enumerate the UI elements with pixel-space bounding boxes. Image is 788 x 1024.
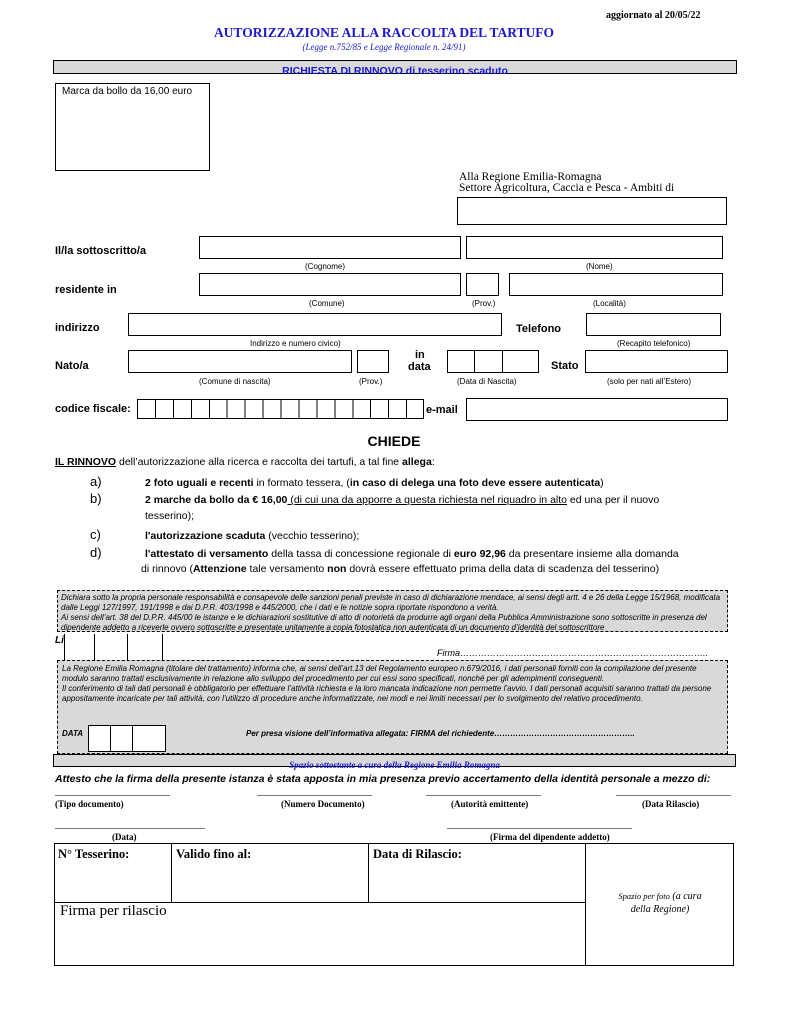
- photo-caption-3: della Regione): [630, 904, 690, 915]
- rilascio-label: Data di Rilascio:: [373, 847, 462, 861]
- item-c-letter: c): [90, 527, 101, 542]
- intro-colon: :: [431, 456, 435, 468]
- telefono-input[interactable]: [586, 313, 721, 336]
- declaration-box: [57, 590, 728, 632]
- item-d-l2e: dovrà essere effettuato prima della data di scadenza del tesserino): [346, 563, 660, 575]
- tesserino-label: N° Tesserino:: [58, 847, 130, 861]
- valido-label: Valido fino al:: [176, 847, 252, 861]
- declaration-signature[interactable]: Firma………………………………………………………………………..: [437, 648, 708, 658]
- item-b-text: [145, 494, 659, 506]
- section-banner: [53, 60, 737, 77]
- prov-nascita-input[interactable]: [357, 350, 389, 373]
- declaration-text-1: Dichiara sotto la propria personale responsabilità e consapevole delle sanzioni penali previste in caso di dichiarazione mendace, ai sensi degli artt. 4 e 26 della Legge 15/1968, modificata dalle Leggi 127/1997, 191/1998 e dai D.P.R. 403/1998 e 445/2000, che i dati e le notizie sopra riportate rispondono a verità.: [61, 593, 721, 612]
- item-a-letter: a): [90, 474, 102, 489]
- item-a-strong: 2 foto uguali e recenti: [145, 477, 254, 489]
- tipo-caption: (Tipo documento): [55, 799, 124, 809]
- cognome-caption: (Cognome): [305, 262, 346, 271]
- item-d-letter: d): [90, 545, 102, 560]
- rilascio-line[interactable]: _______________________: [616, 786, 731, 797]
- chiede-title: CHIEDE: [367, 433, 421, 449]
- in-label: in: [415, 349, 425, 361]
- li-label: Li: [55, 635, 64, 646]
- non-strong: non: [327, 563, 347, 575]
- office-banner: [53, 754, 736, 770]
- attenzione-strong: Attenzione: [192, 563, 247, 575]
- photo-caption-1: Spazio per foto: [618, 891, 670, 901]
- stato-label: Stato: [551, 360, 579, 372]
- date-divider-1: [474, 350, 475, 373]
- item-d-strong2: euro 92,96: [453, 548, 506, 560]
- office-banner-text: Spazio sottostante a cura della Regione Emilia Romagna: [289, 760, 500, 770]
- item-a-strong2: in caso di delega una foto deve essere autenticata: [349, 477, 601, 489]
- email-label: e-mail: [426, 404, 458, 416]
- data-nascita-caption: (Data di Nascita): [457, 377, 517, 386]
- item-c-text: [145, 530, 359, 542]
- stamp-box[interactable]: [55, 83, 210, 171]
- item-b-end: ed una per il nuovo: [567, 494, 660, 506]
- numero-line[interactable]: _______________________: [257, 786, 372, 797]
- localita-input[interactable]: [509, 273, 723, 296]
- recipient-line1: Alla Regione Emilia-Romagna: [459, 171, 602, 183]
- allega-strong: allega: [402, 456, 432, 468]
- rilascio-caption: (Data Rilascio): [642, 799, 700, 809]
- privacy-text-2: Il conferimento di tali dati personali è obbligatorio per effettuare l’attività richiesta e la loro mancata indicazione non permette l’avvio. I dati personali acquisiti saranno trattati da persone appositamente incaricate per tali attività, con l’utilizzo di procedure anche informatizzate, nei modi e nei limiti necessari per lo svolgimento del relativo procedimento.: [62, 684, 712, 703]
- data-line[interactable]: ______________________________: [55, 819, 205, 830]
- telefono-caption: (Recapito telefonico): [617, 339, 691, 348]
- privacy-divider-2: [132, 726, 133, 751]
- residente-label: residente in: [55, 284, 117, 296]
- nato-label: Nato/a: [55, 360, 89, 372]
- li-divider-2: [127, 634, 128, 660]
- nome-input[interactable]: [466, 236, 723, 259]
- intro-text: dell’autorizzazione alla ricerca e raccolta dei tartufi, a tal fine: [116, 456, 403, 468]
- tipo-line[interactable]: _______________________: [55, 786, 170, 797]
- data-nascita-input[interactable]: [447, 350, 539, 373]
- chiede-intro: [55, 456, 435, 468]
- updated-date: aggiornato al 20/05/22: [606, 10, 701, 21]
- form-title: AUTORIZZAZIONE ALLA RACCOLTA DEL TARTUFO: [213, 25, 555, 40]
- item-d-mid: della tassa di concessione regionale di: [268, 548, 454, 560]
- item-b-letter: b): [90, 491, 102, 506]
- rinnovo-strong: IL RINNOVO: [55, 456, 117, 468]
- estero-caption: (solo per nati all’Estero): [607, 377, 692, 386]
- date-divider-2: [502, 350, 503, 373]
- recipient-line2: Settore Agricoltura, Caccia e Pesca - Ambiti di: [459, 182, 675, 194]
- li-date-boxes[interactable]: [64, 634, 163, 660]
- indirizzo-input[interactable]: [128, 313, 502, 336]
- data-caption: (Data): [112, 832, 137, 842]
- stamp-label: Marca da bollo da 16,00 euro: [62, 86, 193, 97]
- card-vline-2: [368, 844, 369, 902]
- item-c-strong: l'autorizzazione scaduta: [145, 530, 266, 542]
- item-b-strong: 2 marche da bollo da € 16,00: [145, 494, 288, 506]
- card-table: [54, 843, 734, 966]
- item-a-end: ): [600, 477, 604, 489]
- indirizzo-caption: Indirizzo e numero civico): [250, 339, 341, 348]
- prov-input[interactable]: [466, 273, 499, 296]
- attesto-text: Attesto che la firma della presente istanza è stata apposta in mia presenza previo accertamento della identità personale a mezzo di:: [55, 773, 711, 785]
- item-d-text: [145, 548, 679, 560]
- item-b-line2: tesserino);: [145, 510, 195, 522]
- card-vline-1: [171, 844, 172, 902]
- item-b-rest: (di cui una da apporre a questa richiesta nel riquadro in alto: [287, 494, 567, 506]
- comune-caption: (Comune): [309, 299, 345, 308]
- item-d-strong: l'attestato di versamento: [145, 548, 269, 560]
- cognome-input[interactable]: [199, 236, 461, 259]
- firma-dipendente-line[interactable]: _____________________________________: [447, 819, 632, 830]
- item-d-line2: [141, 563, 659, 575]
- item-d-l2a: di rinnovo (: [141, 563, 193, 575]
- item-a-mid: in formato tessera, (: [253, 477, 350, 489]
- autorita-line[interactable]: _______________________: [426, 786, 541, 797]
- declaration-text-2: Ai sensi dell’art. 38 del D.P.R. 445/00 le istanze e le dichiarazioni sostitutive di atto di notorietà da produrre agli organi della Pubblica Amministrazione sono sottoscritte in presenza del dipendente addetto a riceverle ovvero sottoscritte e presentate unitamente a copia fotostatica non autenticata di un documento d’identità del sottoscrittore: [61, 613, 707, 632]
- privacy-signature[interactable]: Per presa visione dell’informativa allegata: FIRMA del richiedente……………………………………………..: [246, 729, 635, 738]
- item-c-rest: (vecchio tesserino);: [265, 530, 360, 542]
- firma-rilascio-label[interactable]: Firma per rilascio: [60, 903, 167, 919]
- privacy-date-boxes[interactable]: [88, 725, 166, 752]
- codice-fiscale-input[interactable]: [137, 399, 424, 419]
- autorita-caption: (Autorità emittente): [451, 799, 529, 809]
- photo-space[interactable]: [586, 890, 734, 916]
- law-reference: (Legge n.752/85 e Legge Regionale n. 24/91): [302, 42, 466, 52]
- nome-caption: (Nome): [586, 262, 613, 271]
- email-input[interactable]: [466, 398, 728, 421]
- numero-caption: (Numero Documento): [281, 799, 365, 809]
- ambito-input[interactable]: [457, 197, 727, 225]
- sottoscritto-label: Il/la sottoscritto/a: [55, 245, 147, 257]
- privacy-text-1: La Regione Emilia Romagna (titolare del trattamento) informa che, ai sensi dell’art.13 del Regolamento europeo n.679/2016, i dati personali forniti con la compilazione del presente modulo saranno trattati esclusivamente in relazione allo sviluppo del procedimento per cui essi sono specificati, nonché per gli adempimenti conseguenti.: [62, 664, 697, 683]
- data-label: data: [408, 361, 431, 373]
- comune-nascita-caption: (Comune di nascita): [199, 377, 271, 386]
- telefono-label: Telefono: [516, 323, 562, 335]
- item-d-end: da presentare insieme alla domanda: [505, 548, 679, 560]
- privacy-date-label: DATA: [62, 729, 84, 738]
- prov-caption: (Prov.): [472, 299, 496, 308]
- comune-nascita-input[interactable]: [128, 350, 352, 373]
- photo-caption-2: (a cura: [669, 891, 702, 902]
- localita-caption: (Località): [593, 299, 626, 308]
- item-a-text: [145, 477, 604, 489]
- indirizzo-label: indirizzo: [55, 322, 100, 334]
- item-d-l2c: tale versamento: [246, 563, 328, 575]
- comune-input[interactable]: [199, 273, 461, 296]
- li-divider-1: [94, 634, 95, 660]
- privacy-divider-1: [110, 726, 111, 751]
- firma-dipendente-caption: (Firma del dipendente addetto): [490, 832, 610, 842]
- codice-fiscale-label: codice fiscale:: [55, 403, 131, 415]
- section-title: RICHIESTA DI RINNOVO di tesserino scaduto: [282, 65, 508, 77]
- stato-input[interactable]: [585, 350, 728, 373]
- prov-nascita-caption: (Prov.): [359, 377, 383, 386]
